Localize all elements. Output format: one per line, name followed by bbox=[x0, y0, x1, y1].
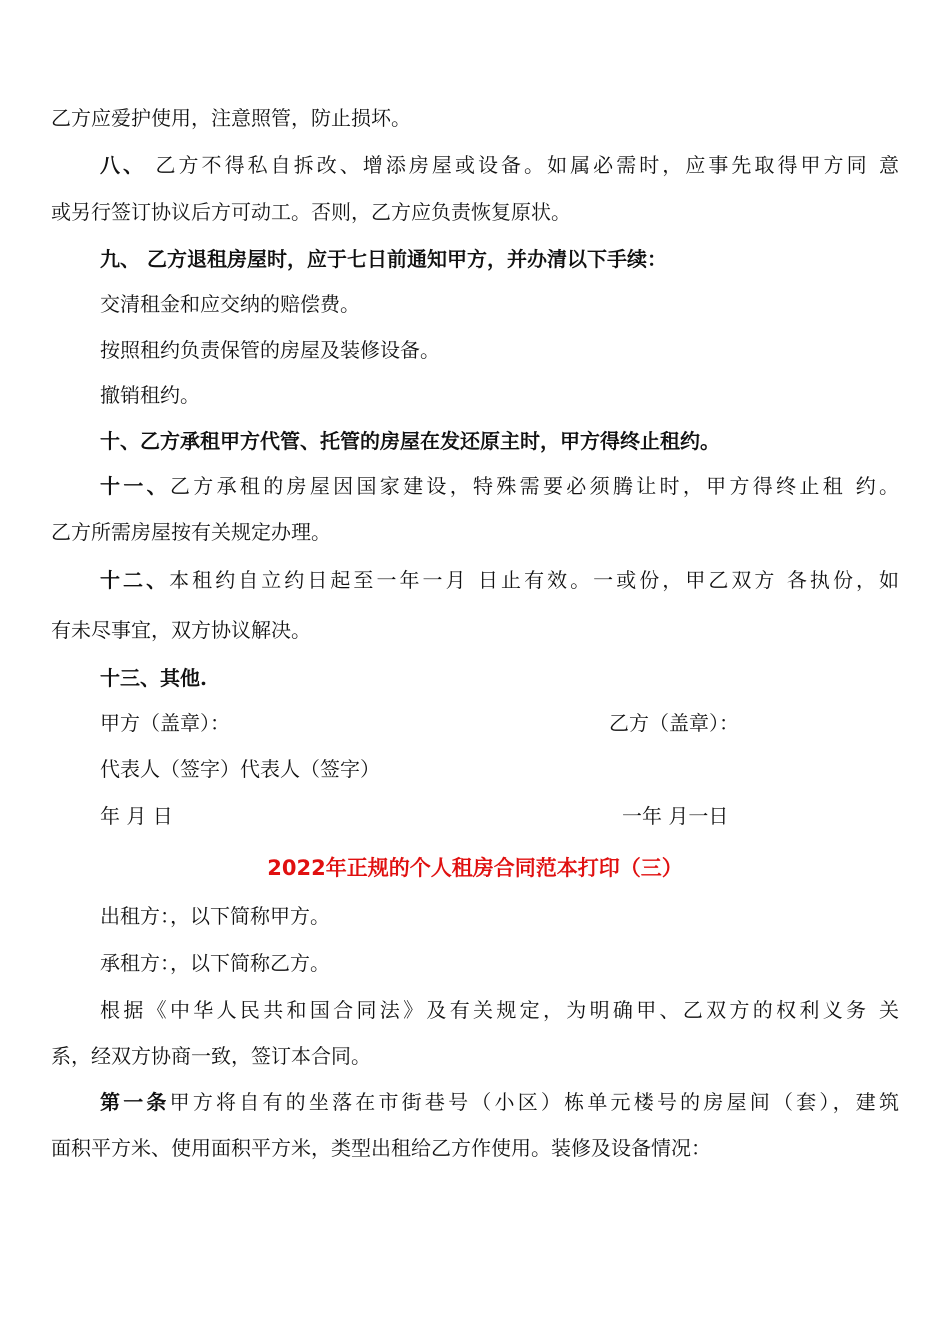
article-1-line-2: 面积平方米、使用面积平方米，类型出租给乙方作使用。装修及设备情况： bbox=[51, 1136, 711, 1160]
clause-9-item-2: 按照租约负责保管的房屋及装修设备。 bbox=[100, 338, 440, 362]
clause-9-item-3: 撤销租约。 bbox=[100, 383, 200, 407]
basis-line-2: 系，经双方协商一致，签订本合同。 bbox=[51, 1044, 371, 1068]
clause-11-line-1 bbox=[100, 472, 899, 500]
lessee-line: 承租方：，以下简称乙方。 bbox=[100, 951, 330, 975]
clause-8-line-1 bbox=[100, 151, 899, 179]
line-1: 乙方应爱护使用，注意照管，防止损坏。 bbox=[51, 106, 411, 130]
clause-10: 十、乙方承租甲方代管、托管的房屋在发还原主时，甲方得终止租约。 bbox=[100, 429, 720, 453]
clause-9-item-1: 交清租金和应交纳的赔偿费。 bbox=[100, 292, 360, 316]
article-1-label: 第一条 bbox=[100, 1090, 170, 1114]
clause-12-number: 十二、 bbox=[100, 568, 170, 592]
clause-12-line-1 bbox=[100, 566, 899, 594]
party-b-seal: 乙方（盖章）： bbox=[609, 711, 739, 735]
basis-line-1: 根据《中华人民共和国合同法》及有关规定，为明确甲、乙双方的权利义务 关 bbox=[100, 998, 899, 1022]
section-title: 2022年正规的个人租房合同范本打印（三） bbox=[267, 856, 683, 880]
clause-11-text: 乙方承租的房屋因国家建设，特殊需要必须腾让时，甲方得终止租 约。 bbox=[169, 474, 900, 498]
clause-12-text: 本租约自立约日起至一年一月 日止有效。一或份，甲乙双方 各执份，如 bbox=[169, 568, 900, 592]
clause-12-line-2: 有未尽事宜，双方协议解决。 bbox=[51, 618, 311, 642]
representatives: 代表人（签字）代表人（签字） bbox=[100, 757, 380, 781]
date-a: 年 月 日 bbox=[100, 804, 173, 828]
clause-8-text: 乙方不得私自拆改、增添房屋或设备。如属必需时，应事先取得甲方同 意 bbox=[146, 153, 900, 177]
date-b: 一年 月一日 bbox=[622, 804, 729, 828]
clause-11-line-2: 乙方所需房屋按有关规定办理。 bbox=[51, 520, 331, 544]
lessor-line: 出租方：，以下简称甲方。 bbox=[100, 904, 330, 928]
clause-13: 十三、其他. bbox=[100, 666, 207, 690]
article-1-line-1 bbox=[100, 1088, 899, 1116]
party-a-seal: 甲方（盖章）： bbox=[100, 711, 230, 735]
clause-9: 九、 乙方退租房屋时，应于七日前通知甲方，并办清以下手续： bbox=[100, 247, 667, 271]
clause-11-number: 十一、 bbox=[100, 474, 170, 498]
clause-8-line-2: 或另行签订协议后方可动工。否则，乙方应负责恢复原状。 bbox=[51, 200, 571, 224]
clause-8-number: 八、 bbox=[100, 153, 147, 177]
article-1-text: 甲方将自有的坐落在市街巷号（小区）栋单元楼号的房屋间（套），建筑 bbox=[169, 1090, 900, 1114]
